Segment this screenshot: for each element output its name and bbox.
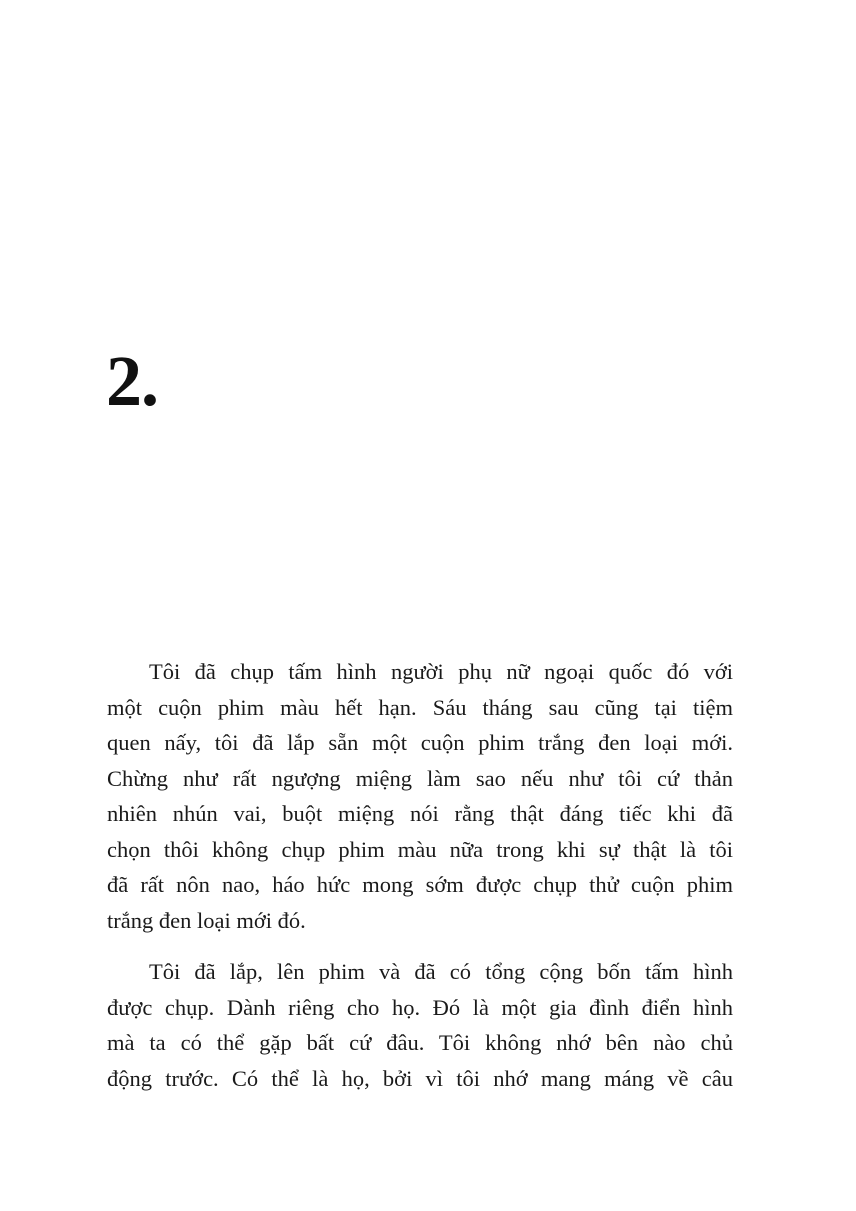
body-text bbox=[107, 654, 733, 1096]
text-line: quen nấy, tôi đã lắp sẵn một cuộn phim trắng đen loại mới. bbox=[107, 730, 733, 755]
text-line: mà ta có thể gặp bất cứ đâu. Tôi không nhớ bên nào chủ bbox=[107, 1030, 733, 1055]
text-line: được chụp. Dành riêng cho họ. Đó là một gia đình điển hình bbox=[107, 994, 733, 1020]
paragraph-2 bbox=[107, 954, 733, 1096]
text-line: đã rất nôn nao, háo hức mong sớm được chụp thử cuộn phim bbox=[107, 872, 733, 897]
text-line: Tôi đã lắp, lên phim và đã có tổng cộng bốn tấm hình bbox=[149, 959, 733, 984]
text-line: nhiên nhún vai, buột miệng nói rằng thật đáng tiếc khi đã bbox=[107, 801, 733, 826]
text-line: Tôi đã chụp tấm hình người phụ nữ ngoại quốc đó với bbox=[149, 659, 733, 684]
text-line: Chừng như rất ngượng miệng làm sao nếu như tôi cứ thản bbox=[107, 765, 733, 791]
paragraph-1 bbox=[107, 654, 733, 938]
text-line: động trước. Có thể là họ, bởi vì tôi nhớ mang máng về câu bbox=[107, 1065, 733, 1091]
text-line: trắng đen loại mới đó. bbox=[107, 907, 306, 933]
text-line: chọn thôi không chụp phim màu nữa trong khi sự thật là tôi bbox=[107, 836, 733, 862]
chapter-number: 2. bbox=[106, 341, 158, 421]
text-line: một cuộn phim màu hết hạn. Sáu tháng sau cũng tại tiệm bbox=[107, 694, 733, 720]
